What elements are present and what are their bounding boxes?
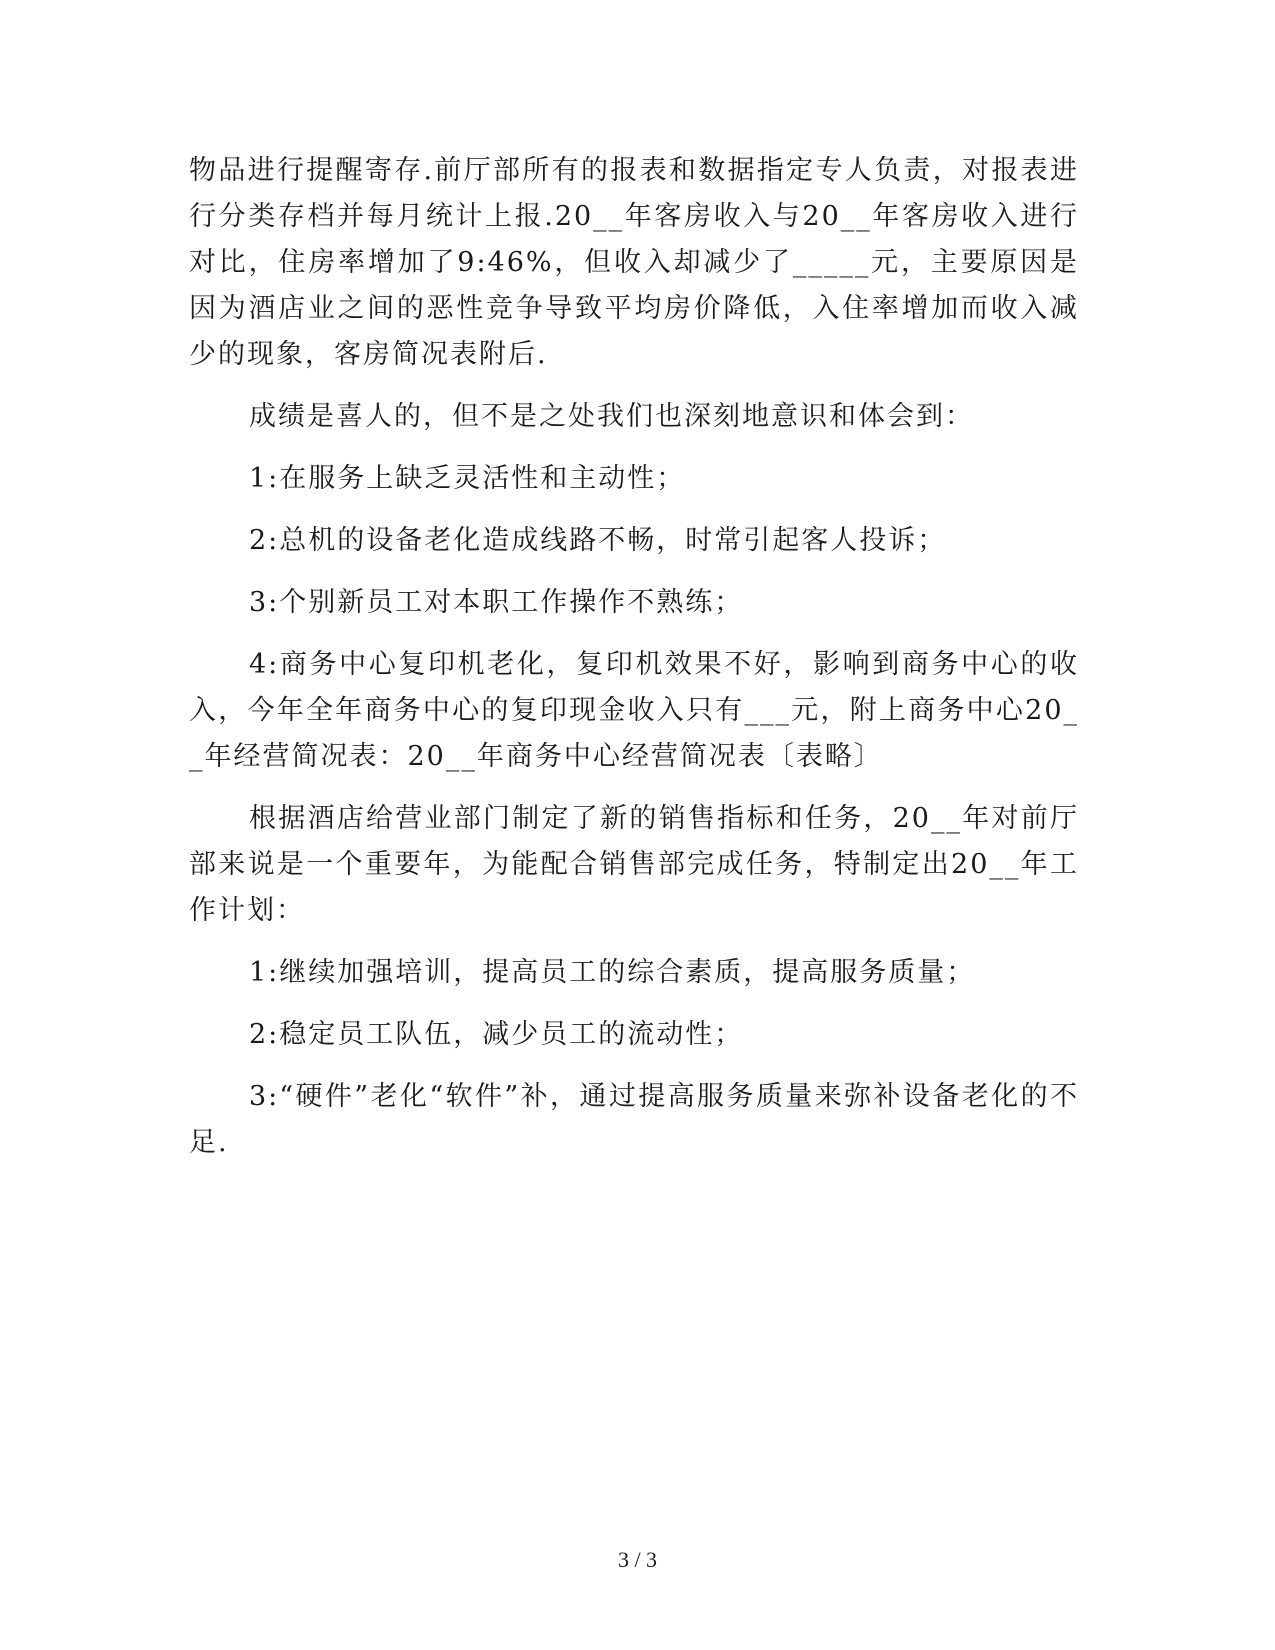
paragraph-plan-item-3: 3:“硬件”老化“软件”补，通过提高服务质量来弥补设备老化的不足.: [189, 1081, 1079, 1158]
paragraph-shortcoming-3: 3:个别新员工对本职工作操作不熟练；: [249, 587, 744, 618]
paragraph-plan-item-2: 2:稳定员工队伍，减少员工的流动性；: [249, 1019, 744, 1050]
paragraph-shortcoming-1: 1:在服务上缺乏灵活性和主动性；: [249, 463, 686, 494]
paragraph-shortcoming-4: 4:商务中心复印机老化，复印机效果不好，影响到商务中心的收入，今年全年商务中心的复印现金收入只有___元，附上商务中心20__年经营简况表：20__年商务中心经营简况表〔表略〕: [189, 649, 1079, 772]
paragraph-room-revenue-summary: 物品进行提醒寄存.前厅部所有的报表和数据指定专人负责，对报表进行分类存档并每月统计上报.20__年客房收入与20__年客房收入进行对比，住房率增加了9:46%，但收入却减少了_____元，主要原因是因为酒店业之间的恶性竞争导致平均房价降低，入住率增加而收入减少的现象，客房简况表附后.: [189, 155, 1079, 370]
paragraph-shortcoming-2: 2:总机的设备老化造成线路不畅，时常引起客人投诉；: [249, 525, 947, 556]
paragraph-shortcomings-intro: 成绩是喜人的，但不是之处我们也深刻地意识和体会到：: [249, 401, 974, 432]
document-body: [189, 148, 1079, 1182]
paragraph-work-plan-intro: 根据酒店给营业部门制定了新的销售指标和任务，20__年对前厅部来说是一个重要年，为能配合销售部完成任务，特制定出20__年工作计划：: [189, 803, 1079, 926]
paragraph-plan-item-1: 1:继续加强培训，提高员工的综合素质，提高服务质量；: [249, 957, 976, 988]
page-number: 3 / 3: [617, 1547, 658, 1572]
